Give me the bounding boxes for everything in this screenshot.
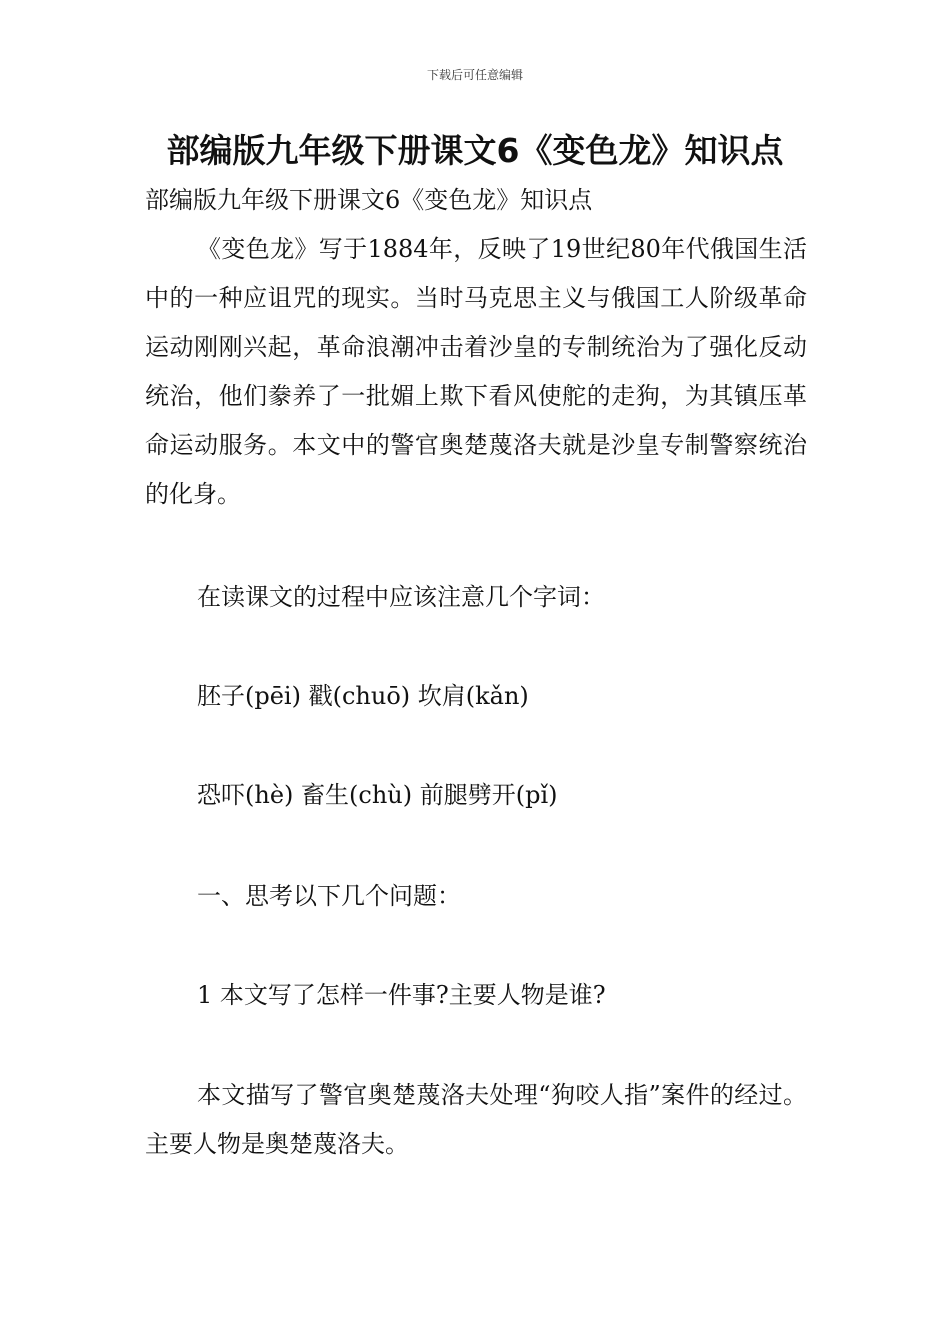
section-heading: 一、思考以下几个问题：: [197, 882, 461, 910]
vocab-line-1: 胚子(pēi) 戳(chuō) 坎肩(kǎn): [197, 682, 529, 710]
question-1: 1 本文写了怎样一件事?主要人物是谁?: [197, 981, 606, 1009]
header-note: 下载后可任意编辑: [426, 68, 523, 82]
answer-1: 本文描写了警官奥楚蔑洛夫处理“狗咬人指”案件的经过。主要人物是奥楚蔑洛夫。: [145, 1081, 807, 1158]
vocab-line-2: 恐吓(hè) 畜生(chù) 前腿劈开(pǐ): [197, 781, 558, 809]
reading-note: 在读课文的过程中应该注意几个字词：: [197, 583, 605, 611]
intro-paragraph: 《变色龙》写于1884年，反映了19世纪80年代俄国生活中的一种应诅咒的现实。当时马克思主义与俄国工人阶级革命运动刚刚兴起，革命浪潮冲击着沙皇的专制统治为了强化反动统治，他们豢养了一批媚上欺下看风使舵的走狗，为其镇压革命运动服务。本文中的警官奥楚蔑洛夫就是沙皇专制警察统治的化身。: [145, 235, 807, 508]
subtitle: 部编版九年级下册课文6《变色龙》知识点: [145, 186, 593, 214]
page-title: 部编版九年级下册课文6《变色龙》知识点: [166, 131, 784, 170]
